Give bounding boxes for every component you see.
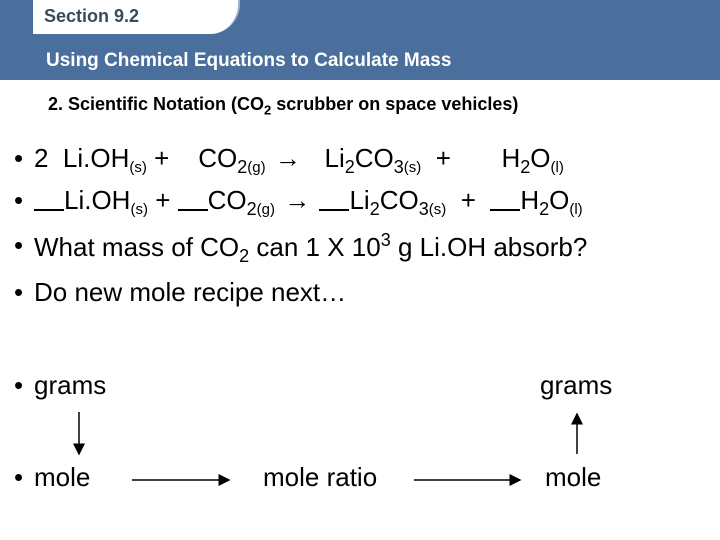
state-label: (l) <box>550 159 564 176</box>
state-label: (s) <box>129 159 147 176</box>
bullet-marker: • <box>14 185 24 215</box>
bullet-marker: • <box>14 143 24 173</box>
subscript: 2 <box>237 157 248 177</box>
state-label: (s) <box>428 201 447 218</box>
plus-sign: + <box>435 143 451 173</box>
state-label: (g) <box>256 201 275 218</box>
exponent: 3 <box>380 230 391 250</box>
product-li: Li <box>324 143 345 173</box>
subtitle-subscript: 2 <box>264 102 272 118</box>
reactant-co2: CO <box>207 185 247 215</box>
state-label: (s) <box>403 159 422 176</box>
bullet-marker: • <box>14 277 24 307</box>
subscript: 2 <box>344 157 355 177</box>
subscript: 3 <box>418 199 429 219</box>
mole-left-label: mole <box>34 462 91 492</box>
question-pre: What mass of CO <box>34 232 240 262</box>
product-o: O <box>530 143 551 173</box>
product-h: H <box>520 185 540 215</box>
subscript: 3 <box>393 157 404 177</box>
subtitle-suffix: scrubber on space vehicles) <box>271 94 519 114</box>
question-post: g Li.OH absorb? <box>390 232 588 262</box>
reaction-arrow-icon: → <box>284 185 311 215</box>
product-h: H <box>501 143 521 173</box>
bullet-marker: • <box>14 462 24 492</box>
reactant-co2: CO <box>198 143 238 173</box>
subscript: 2 <box>369 199 380 219</box>
slide-title: Using Chemical Equations to Calculate Mass <box>46 50 452 71</box>
reactant-lioh: Li.OH <box>62 143 130 173</box>
bullet-marker: • <box>14 370 24 400</box>
state-label: (g) <box>247 159 266 176</box>
question-mid: can 1 X 10 <box>249 232 381 262</box>
bullet-marker: • <box>14 230 24 260</box>
product-o: O <box>549 185 570 215</box>
subscript: 2 <box>239 246 250 266</box>
reaction-arrow-icon: → <box>274 143 301 173</box>
product-li: Li <box>349 185 370 215</box>
section-label: Section 9.2 <box>44 6 140 26</box>
plus-sign: + <box>155 185 171 215</box>
subtitle-prefix: 2. Scientific Notation (CO <box>48 94 265 114</box>
product-co: CO <box>354 143 394 173</box>
reactant-lioh: Li.OH <box>64 185 131 215</box>
subscript: 2 <box>246 199 257 219</box>
grams-left-label: grams <box>34 370 107 400</box>
product-co: CO <box>379 185 419 215</box>
subscript: 2 <box>520 157 531 177</box>
grams-right-label: grams <box>540 370 613 400</box>
state-label: (s) <box>130 201 148 218</box>
next-step-text: Do new mole recipe next… <box>34 277 347 307</box>
mole-ratio-label: mole ratio <box>263 462 378 492</box>
state-label: (l) <box>569 201 583 218</box>
mole-right-label: mole <box>545 462 602 492</box>
plus-sign: + <box>154 143 170 173</box>
plus-sign: + <box>460 185 476 215</box>
coefficient: 2 <box>34 143 49 173</box>
subscript: 2 <box>539 199 550 219</box>
